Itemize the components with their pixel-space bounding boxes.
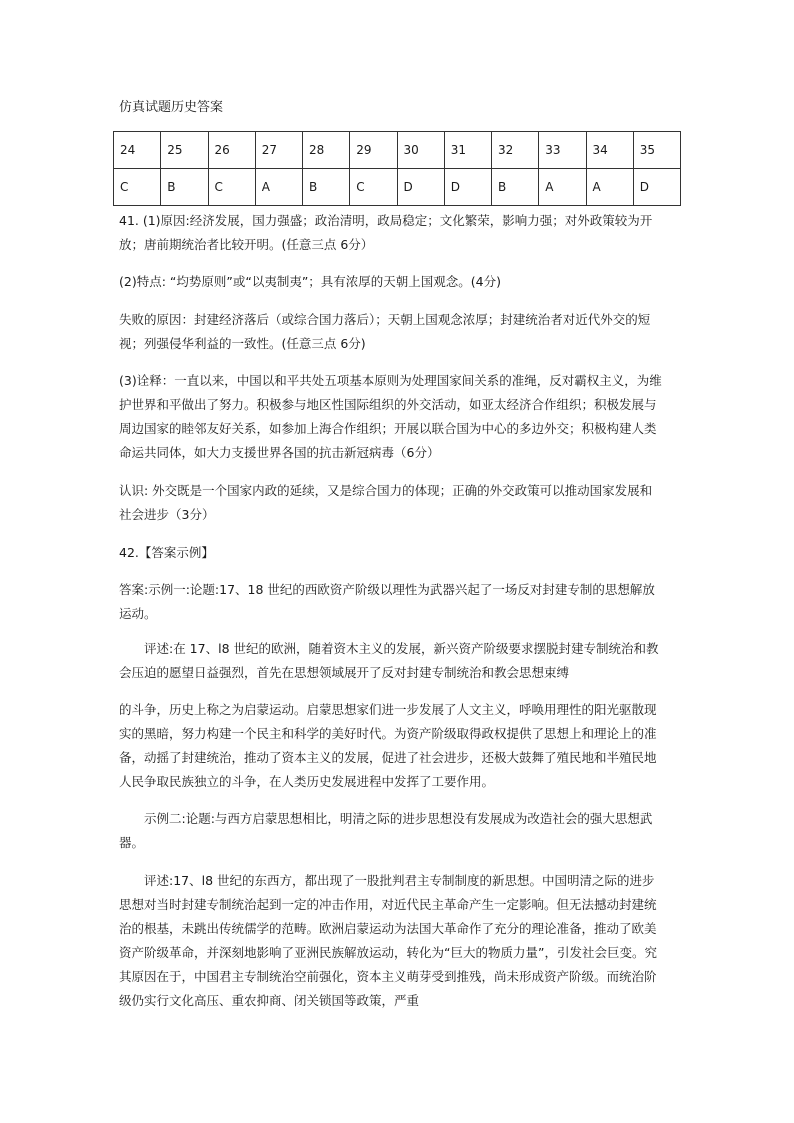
answer-cell: B xyxy=(492,169,539,206)
answer-cell: D xyxy=(633,169,680,206)
answer-cell: C xyxy=(114,169,161,206)
q42-heading: 42.【答案示例】 xyxy=(119,545,214,560)
q42-example2-commentary: 评述:17、l8 世纪的东西方，都出现了一股批判君主专制制度的新思想。中国明清之际的进步思想对当时封建专制统治起到一定的冲击作用，对近代民主革命产生一定影响。但无法撼动封建统治的根基，未跳出传统儒学的范畴。欧洲启蒙运动为法国大革命作了充分的理论准备，推动了欧美资产阶级革命，并深刻地影响了亚洲民族解放运动，转化为“巨大的物质力量”，引发社会巨变。究其原因在于，中国君主专制统治空前强化，资本主义萌芽受到推残，尚未形成资产阶级。而统治阶级仍实行文化高压、重农抑商、闭关锁国等政策，严重 xyxy=(119,873,657,1008)
q42-example2-thesis: 示例二:论题:与西方启蒙思想相比，明清之际的进步思想没有发展成为改造社会的强大思想武器。 xyxy=(119,811,653,850)
q41-part3-interpretation: (3)诠释：一直以来，中国以和平共处五项基本原则为处理国家间关系的准绳，反对霸权主义，为维护世界和平做出了努力。积极参与地区性国际组织的外交活动，如亚太经济合作组织；积极发展与周边国家的睦邻友好关系，如参加上海合作组织；开展以联合国为中心的多边外交；积极构建人类命运共同体，如大力支援世界各国的抗击新冠病毒（6分） xyxy=(119,373,662,460)
question-number-cell: 25 xyxy=(161,132,208,169)
question-number-cell: 27 xyxy=(255,132,302,169)
question-number-cell: 29 xyxy=(350,132,397,169)
q41-part2-features: (2)特点: “均势原则”或“以夷制夷”；具有浓厚的天朝上国观念。(4分) xyxy=(119,274,502,289)
document-title: 仿真试题历史答案 xyxy=(119,100,224,115)
question-number-cell: 24 xyxy=(114,132,161,169)
q42-example1-thesis: 答案:示例一:论题:17、18 世纪的西欧资产阶级以理性为武器兴起了一场反对封建专制的思想解放运动。 xyxy=(119,582,655,621)
question-number-cell: 32 xyxy=(492,132,539,169)
question-number-cell: 35 xyxy=(633,132,680,169)
answer-cell: A xyxy=(255,169,302,206)
answer-cell: A xyxy=(586,169,633,206)
q41-part2-failure-reasons: 失败的原因：封建经济落后（或综合国力落后）；天朝上国观念浓厚；封建统治者对近代外交的短视；列强侵华利益的一致性。(任意三点 6分) xyxy=(119,312,651,351)
q42-example1-commentary-part2: 的斗争，历史上称之为启蒙运动。启蒙思想家们进一步发展了人文主义，呼唤用理性的阳光驱散现实的黑暗，努力构建一个民主和科学的美好时代。为资产阶级取得政权提供了思想上和理论上的准备，动摇了封建统治，推动了资本主义的发展，促进了社会进步，还极大鼓舞了殖民地和半殖民地人民争取民族独立的斗争，在人类历史发展进程中发挥了工要作用。 xyxy=(119,702,657,789)
question-number-cell: 30 xyxy=(397,132,444,169)
answer-cell: D xyxy=(397,169,444,206)
answer-table xyxy=(113,131,681,206)
answer-cell: D xyxy=(444,169,491,206)
q42-example1-commentary-part1: 评述:在 17、l8 世纪的欧洲，随着资木主义的发展，新兴资产阶级要求摆脱封建专制统治和教会压迫的愿望日益强烈，首先在思想领域展开了反对封建专制统治和教会思想束缚 xyxy=(119,641,659,680)
answer-cell: B xyxy=(303,169,350,206)
q41-understanding: 认识: 外交既是一个国家内政的延续，又是综合国力的体现；正确的外交政策可以推动国家发展和社会进步（3分） xyxy=(119,483,653,522)
question-number-cell: 33 xyxy=(539,132,586,169)
answer-cell: C xyxy=(350,169,397,206)
question-number-cell: 28 xyxy=(303,132,350,169)
question-number-cell: 26 xyxy=(208,132,255,169)
q41-part1-answer: 41. (1)原因:经济发展，国力强盛；政治清明，政局稳定；文化繁荣，影响力强；对外政策较为开放；唐前期统治者比较开明。(任意三点 6分） xyxy=(119,213,653,252)
question-number-cell: 34 xyxy=(586,132,633,169)
question-number-cell: 31 xyxy=(444,132,491,169)
answer-table-number-row xyxy=(114,132,681,169)
answer-cell: B xyxy=(161,169,208,206)
answer-cell: A xyxy=(539,169,586,206)
answer-table-answer-row xyxy=(114,169,681,206)
answer-cell: C xyxy=(208,169,255,206)
